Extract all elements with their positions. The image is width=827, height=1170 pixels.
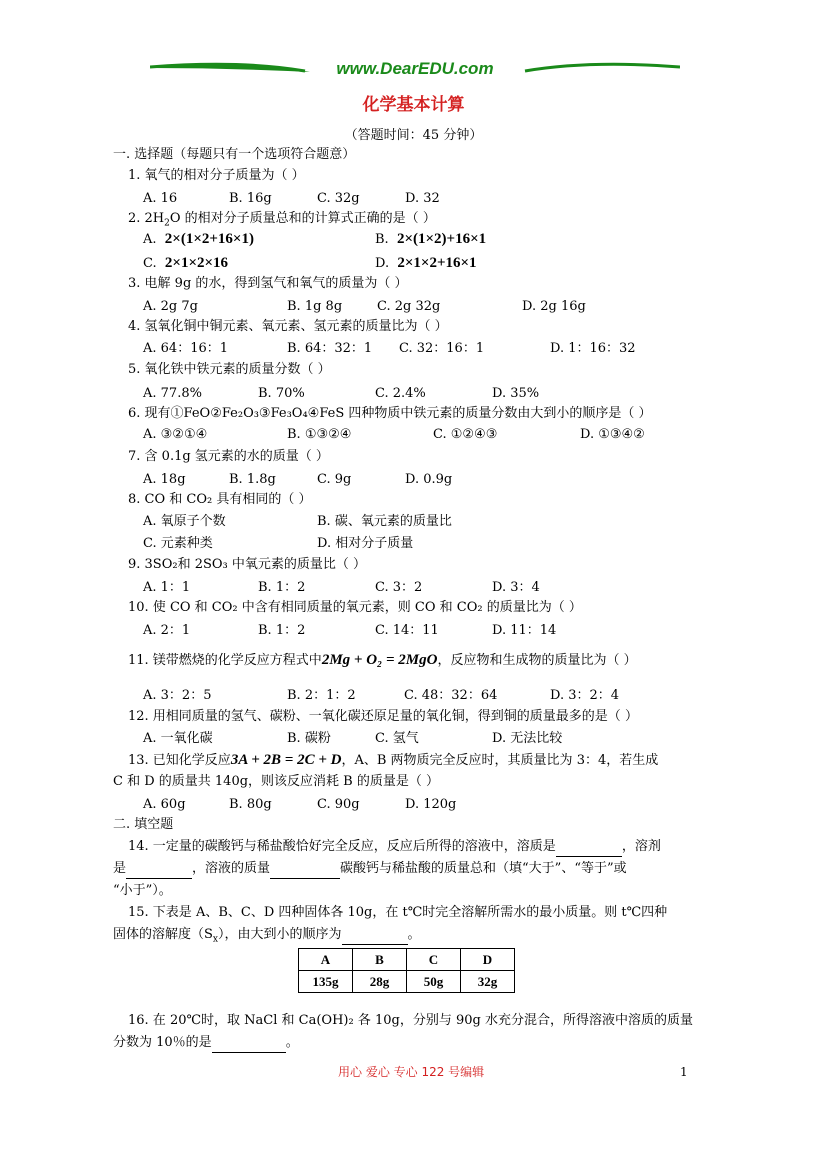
page-number: 1	[680, 1065, 688, 1079]
table-cell: 32g	[461, 971, 515, 993]
q15-line1: 15. 下表是 A、B、C、D 四种固体各 10g，在 t℃时完全溶解所需水的最小质量。则 t℃四种	[128, 905, 668, 920]
table-header-cell: B	[353, 949, 407, 971]
q3-stem: 3. 电解 9g 的水，得到氢气和氧气的质量为（ ）	[128, 276, 408, 291]
q9-option-d: D. 3：4	[492, 580, 540, 595]
q5-option-b: B. 70%	[258, 386, 305, 401]
site-url[interactable]: www.DearEDU.com	[336, 59, 494, 78]
q12-option-b: B. 碳粉	[287, 731, 331, 746]
q13-equation: 3A + 2B = 2C + D	[230, 752, 342, 768]
q12-stem: 12. 用相同质量的氢气、碳粉、一氧化碳还原足量的氧化铜，得到铜的质量最多的是（ ）	[128, 709, 638, 724]
q7-option-a: A. 18g	[143, 472, 186, 487]
q4-option-b: B. 64：32：1	[287, 341, 373, 356]
table-header-cell: D	[461, 949, 515, 971]
q14-blank-mass[interactable]	[270, 860, 340, 879]
q14-line2: 是 ，溶液的质量 碳酸钙与稀盐酸的质量总和（填“大于”、“等于”或	[113, 860, 627, 879]
q6-option-b: B. ①③②④	[287, 427, 352, 442]
q5-stem: 5. 氧化铁中铁元素的质量分数（ ）	[128, 362, 331, 377]
solubility-table	[298, 948, 515, 993]
q13-option-b: B. 80g	[229, 797, 272, 812]
q8-option-c: C. 元素种类	[143, 536, 213, 551]
q2-option-a: A. 2×(1×2+16×1)	[143, 231, 254, 247]
q7-stem: 7. 含 0.1g 氢元素的水的质量（ ）	[128, 449, 329, 464]
table-header-row	[299, 949, 515, 971]
q13-stem: 13. 已知化学反应3A + 2B = 2C + D，A、B 两物质完全反应时，其质量比为 3：4，若生成	[128, 752, 659, 768]
q7-option-d: D. 0.9g	[405, 472, 453, 487]
q9-option-b: B. 1：2	[258, 580, 306, 595]
q11-option-b: B. 2：1：2	[287, 688, 356, 703]
q4-option-a: A. 64：16：1	[143, 341, 229, 356]
q12-option-a: A. 一氧化碳	[143, 731, 213, 746]
q5-option-a: A. 77.8%	[143, 386, 202, 401]
q9-option-a: A. 1：1	[143, 580, 191, 595]
q1-option-b: B. 16g	[229, 191, 272, 206]
q3-option-d: D. 2g 16g	[522, 299, 586, 314]
q1-option-a: A. 16	[143, 191, 178, 206]
q6-option-a: A. ③②①④	[143, 427, 208, 442]
q4-stem: 4. 氢氧化铜中铜元素、氧元素、氢元素的质量比为（ ）	[128, 319, 448, 334]
q3-option-b: B. 1g 8g	[287, 299, 343, 314]
q10-option-a: A. 2：1	[143, 623, 191, 638]
q14-line1: 14. 一定量的碳酸钙与稀盐酸恰好完全反应，反应后所得的溶液中，溶质是 ，溶剂	[128, 838, 661, 857]
q14-line3: “小于”）。	[113, 883, 172, 898]
q8-option-a: A. 氧原子个数	[143, 514, 226, 529]
section2-heading: 二. 填空题	[113, 817, 174, 832]
q16-line1: 16. 在 20℃时，取 NaCl 和 Ca(OH)₂ 各 10g，分别与 90g 水充分混合，所得溶液中溶质的质量	[128, 1013, 693, 1028]
time-limit: （答题时间：45 分钟）	[344, 128, 483, 143]
q5-option-d: D. 35%	[492, 386, 540, 401]
q13-option-c: C. 90g	[317, 797, 360, 812]
q9-option-c: C. 3：2	[375, 580, 423, 595]
q10-option-d: D. 11：14	[492, 623, 557, 638]
q16-blank-answer[interactable]	[212, 1034, 286, 1053]
q7-option-c: C. 9g	[317, 472, 352, 487]
q2-stem: 2. $2H_2O$ 的相对分子质量总和的计算式正确的是（ ）	[128, 211, 436, 229]
q5-option-c: C. 2.4%	[375, 386, 426, 401]
q13-stem-line2: C 和 D 的质量共 140g，则该反应消耗 B 的质量是（ ）	[113, 774, 439, 789]
q1-stem: 1. 氧气的相对分子质量为（ ）	[128, 168, 305, 183]
q11-equation: 2Mg + O₂ = 2MgO	[321, 652, 438, 668]
q2-option-c: C. 2×1×2×16	[143, 255, 229, 271]
table-cell: 135g	[299, 971, 353, 993]
site-banner	[150, 58, 680, 80]
q8-stem: 8. CO 和 CO₂ 具有相同的（ ）	[128, 492, 312, 507]
q14-blank-solute[interactable]	[556, 838, 622, 857]
q2-option-b: B. 2×(1×2)+16×1	[375, 231, 487, 247]
q12-option-d: D. 无法比较	[492, 731, 563, 746]
q6-option-d: D. ①③④②	[580, 427, 645, 442]
table-row	[299, 971, 515, 993]
q3-option-c: C. 2g 32g	[377, 299, 441, 314]
q13-option-d: D. 120g	[405, 797, 457, 812]
q1-option-c: C. 32g	[317, 191, 360, 206]
q9-stem: 9. 3SO₂和 2SO₃ 中氧元素的质量比（ ）	[128, 557, 367, 572]
q8-option-b: B. 碳、氧元素的质量比	[317, 514, 452, 529]
q3-option-a: A. 2g 7g	[143, 299, 198, 314]
q6-stem: 6. 现有①FeO②Fe₂O₃③Fe₃O₄④FeS 四种物质中铁元素的质量分数由大到小的顺序是（ ）	[128, 406, 652, 421]
q10-option-c: C. 14：11	[375, 623, 439, 638]
q6-option-c: C. ①②④③	[433, 427, 498, 442]
q15-blank-order[interactable]	[342, 926, 408, 945]
q11-option-a: A. 3：2：5	[143, 688, 212, 703]
q11-option-d: D. 3：2：4	[550, 688, 620, 703]
q4-option-c: C. 32：16：1	[399, 341, 485, 356]
q15-line2: 固体的溶解度$(S_x)$，由大到小的顺序为 。	[113, 927, 421, 945]
q1-option-d: D. 32	[405, 191, 440, 206]
section1-heading: 一. 选择题（每题只有一个选项符合题意）	[113, 147, 356, 162]
table-header-cell: A	[299, 949, 353, 971]
q7-option-b: B. 1.8g	[229, 472, 276, 487]
q4-option-d: D. 1：16：32	[550, 341, 636, 356]
q11-stem: 11. 镁带燃烧的化学反应方程式中2Mg + O₂ = 2MgO，反应物和生成物的质量比为（ ）	[128, 652, 637, 668]
table-cell: 28g	[353, 971, 407, 993]
q2-option-d: D. 2×1×2+16×1	[375, 255, 477, 271]
q14-blank-solvent[interactable]	[126, 860, 192, 879]
q12-option-c: C. 氢气	[375, 731, 419, 746]
q8-option-d: D. 相对分子质量	[317, 536, 414, 551]
q13-option-a: A. 60g	[143, 797, 186, 812]
q16-line2: 分数为 10％的是 。	[113, 1034, 299, 1053]
page-title: 化学基本计算	[362, 95, 465, 115]
q10-option-b: B. 1：2	[258, 623, 306, 638]
footer-text: 用心 爱心 专心 122 号编辑	[338, 1065, 485, 1079]
table-cell: 50g	[407, 971, 461, 993]
q10-stem: 10. 使 CO 和 CO₂ 中含有相同质量的氧元素，则 CO 和 CO₂ 的质量比为（ ）	[128, 600, 582, 615]
table-header-cell: C	[407, 949, 461, 971]
q11-option-c: C. 48：32：64	[404, 688, 498, 703]
